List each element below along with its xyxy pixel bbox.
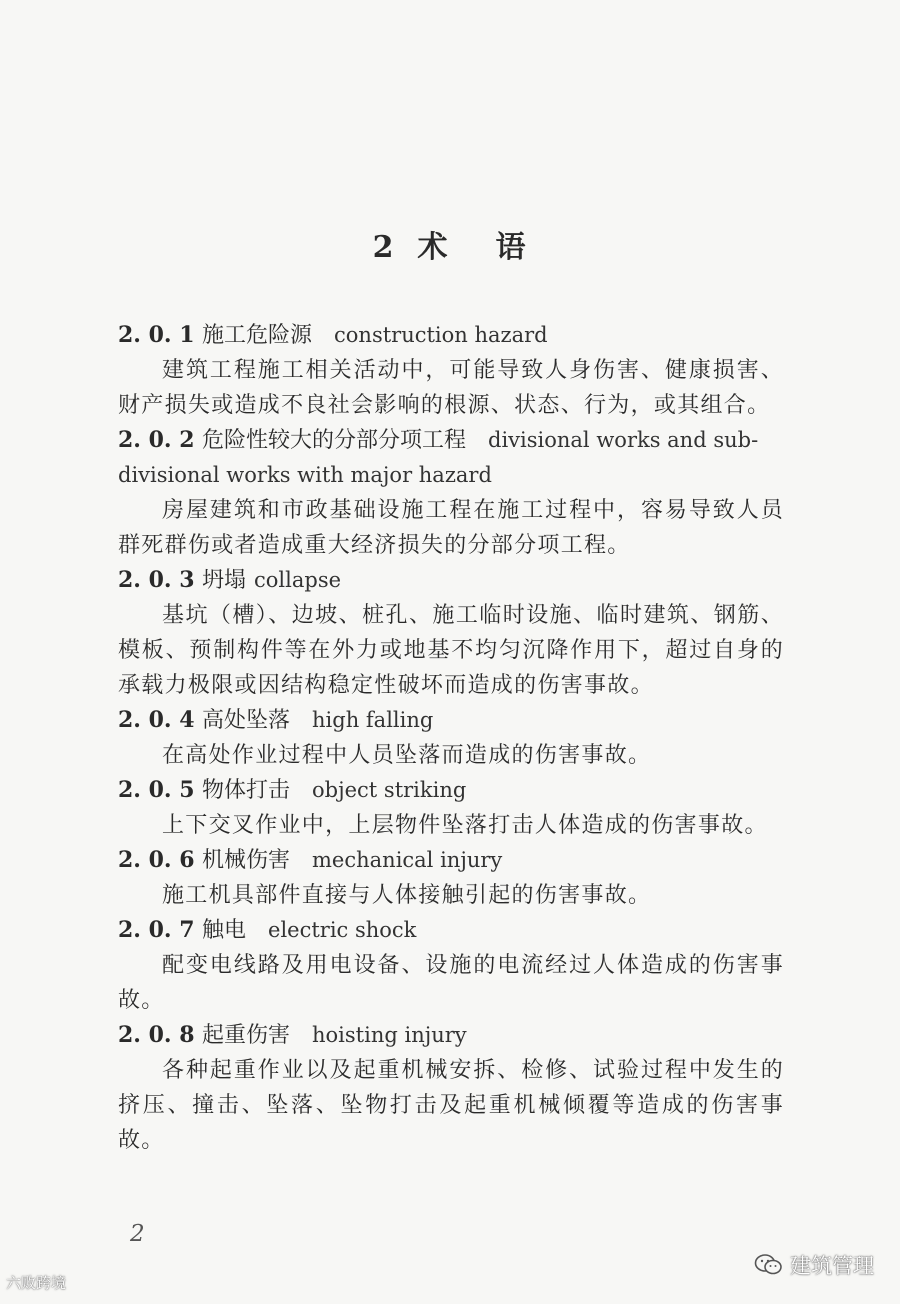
- term-english: construction hazard: [334, 323, 548, 347]
- term-number: 2. 0. 5: [118, 777, 195, 803]
- term-entry: [118, 563, 784, 703]
- term-chinese: 起重伤害: [202, 1023, 291, 1048]
- term-english-continued: divisional works with major hazard: [118, 463, 492, 487]
- term-english: hoisting injury: [312, 1023, 467, 1047]
- term-english: electric shock: [268, 918, 417, 942]
- term-number: 2. 0. 1: [118, 322, 195, 348]
- term-definition: 配变电线路及用电设备、设施的电流经过人体造成的伤害事故。: [118, 953, 784, 1013]
- term-english: high falling: [312, 708, 434, 732]
- chapter-title-char-2: 语: [495, 230, 528, 265]
- term-entry: [118, 318, 784, 423]
- term-entry: [118, 843, 784, 913]
- term-heading: [118, 1018, 784, 1053]
- term-chinese: 坍塌: [202, 568, 247, 593]
- watermark-left-text: 六败跨境: [6, 1274, 67, 1292]
- term-english: divisional works and sub-: [488, 428, 759, 452]
- term-number: 2. 0. 4: [118, 707, 195, 733]
- term-chinese: 触电: [202, 918, 247, 943]
- term-definition: 房屋建筑和市政基础设施工程在施工过程中，容易导致人员群死群伤或者造成重大经济损失的分部分项工程。: [118, 498, 784, 558]
- term-heading: [118, 843, 784, 878]
- term-english: object striking: [312, 778, 467, 802]
- term-definition: 在高处作业过程中人员坠落而造成的伤害事故。: [162, 743, 652, 768]
- term-entry: [118, 1018, 784, 1158]
- term-entry: [118, 913, 784, 1018]
- term-heading: [118, 913, 784, 948]
- watermark-right-text: 建筑管理: [790, 1254, 874, 1278]
- term-chinese: 施工危险源: [202, 323, 313, 348]
- term-english: collapse: [254, 568, 342, 592]
- terms-list: [118, 318, 784, 1158]
- watermark-left: [6, 1272, 66, 1293]
- term-chinese: 高处坠落: [202, 708, 291, 733]
- term-heading: [118, 318, 784, 353]
- chapter-title-char-1: 术: [417, 230, 450, 265]
- wechat-icon: [754, 1253, 784, 1277]
- term-entry: [118, 703, 784, 773]
- term-number: 2. 0. 8: [118, 1022, 195, 1048]
- term-number: 2. 0. 6: [118, 847, 195, 873]
- term-entry: [118, 423, 784, 563]
- term-entry: [118, 773, 784, 843]
- term-chinese: 机械伤害: [202, 848, 291, 873]
- chapter-title: [0, 222, 900, 266]
- term-heading: [118, 773, 784, 808]
- term-chinese: 危险性较大的分部分项工程: [202, 428, 467, 453]
- term-heading: [118, 423, 784, 458]
- term-definition: 施工机具部件直接与人体接触引起的伤害事故。: [162, 883, 652, 908]
- term-number: 2. 0. 7: [118, 917, 195, 943]
- watermark-right: [754, 1250, 874, 1280]
- term-definition: 上下交叉作业中，上层物件坠落打击人体造成的伤害事故。: [162, 813, 768, 838]
- page-number: 2: [130, 1221, 145, 1247]
- term-number: 2. 0. 2: [118, 427, 195, 453]
- term-heading: [118, 563, 784, 598]
- term-definition: 基坑（槽）、边坡、桩孔、施工临时设施、临时建筑、钢筋、模板、预制构件等在外力或地基不均匀沉降作用下，超过自身的承载力极限或因结构稳定性破坏而造成的伤害事故。: [118, 603, 784, 698]
- chapter-number: 2: [372, 230, 396, 265]
- term-definition: 建筑工程施工相关活动中，可能导致人身伤害、健康损害、财产损失或造成不良社会影响的根源、状态、行为，或其组合。: [118, 358, 784, 418]
- term-definition: 各种起重作业以及起重机械安拆、检修、试验过程中发生的挤压、撞击、坠落、坠物打击及起重机械倾覆等造成的伤害事故。: [118, 1058, 784, 1153]
- term-number: 2. 0. 3: [118, 567, 195, 593]
- term-chinese: 物体打击: [202, 778, 291, 803]
- term-heading: [118, 703, 784, 738]
- term-english: mechanical injury: [312, 848, 503, 872]
